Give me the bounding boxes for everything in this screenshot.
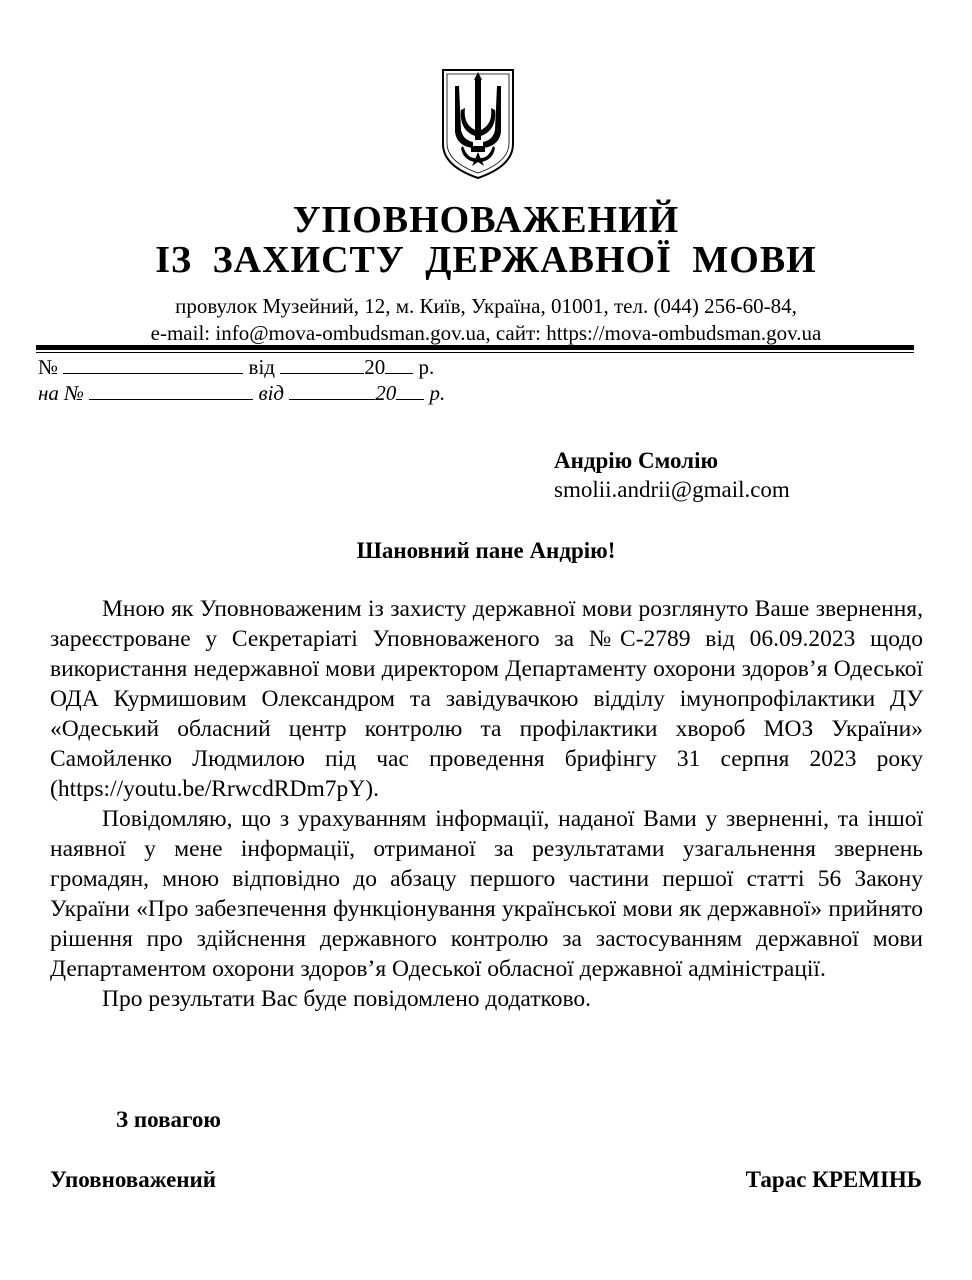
organization-address: провулок Музейний, 12, м. Київ, Україна, 01001, тел. (044) 256-60-84, — [175, 294, 797, 318]
organization-title-line2: ІЗ ЗАХИСТУ ДЕРЖАВНОЇ МОВИ — [155, 239, 817, 281]
outgoing-registration-line — [38, 354, 434, 380]
header-divider-thick — [36, 345, 914, 350]
body-paragraph-2: Повідомляю, що з урахуванням інформації, наданої Вами у зверненні, та іншої наявної у мене інформації, отриманої за результатами узагальнення звернень громадян, мною відповідно до абзацу першого частини першої статті 56 Закону України «Про забезпечення функціонування української мови як державної» прийнято рішення про здійснення державного контролю за застосуванням державної мови Департаментом охорони здоров’я Одеської обласної державної адміністрації. — [50, 806, 923, 982]
organization-contacts: e-mail: info@mova-ombudsman.gov.ua, сайт: https://mova-ombudsman.gov.ua — [150, 321, 822, 345]
incoming-reference-line — [38, 380, 445, 406]
reg-date-blank — [280, 355, 364, 374]
signatory-name: Тарас КРЕМІНЬ — [745, 1167, 922, 1192]
ref-number-label: на № — [38, 381, 84, 405]
body-paragraph-3: Про результати Вас буде повідомлено додатково. — [102, 986, 592, 1012]
letter-body — [50, 594, 923, 1014]
ref-year-prefix: 20 — [375, 381, 397, 405]
organization-title-line1: УПОВНОВАЖЕНИЙ — [292, 199, 680, 241]
addressee-name: Андрію Смолію — [554, 448, 719, 473]
reg-number-label: № — [38, 355, 59, 379]
ref-year-suffix: р. — [429, 381, 446, 405]
header-divider-thin — [36, 352, 914, 353]
ref-date-blank — [289, 381, 375, 400]
body-paragraph-1: Мною як Уповноваженим із захисту державної мови розглянуто Ваше звернення, зареєстроване у Секретаріаті Уповноваженого за №С-2789 від 06.09.2023 щодо використання недержавної мови директором Департаменту охорони здоров’я Одеської ОДА Курмишовим Олександром та завідувачкою відділу імунопрофілактики ДУ «Одеський обласний центр контролю та профілактики хвороб МОЗ України» Самойленко Людмилою під час проведення брифінгу 31 серпня 2023 року (https://youtu.be/RrwcdRDm7pY). — [50, 596, 923, 802]
reg-number-blank — [63, 355, 243, 374]
addressee-email: smolii.andrii@gmail.com — [554, 477, 790, 502]
ref-date-label: від — [258, 381, 285, 405]
salutation: Шановний пане Андрію! — [356, 538, 616, 563]
ref-number-blank — [89, 381, 253, 400]
ref-year-blank — [396, 381, 424, 400]
reg-year-prefix: 20 — [364, 355, 386, 379]
trident-emblem-icon — [441, 68, 515, 180]
reg-date-label: від — [248, 355, 275, 379]
reg-year-blank — [385, 355, 413, 374]
reg-year-suffix: р. — [418, 355, 435, 379]
signatory-title: Уповноважений — [50, 1167, 217, 1192]
closing-phrase: З повагою — [116, 1107, 221, 1132]
